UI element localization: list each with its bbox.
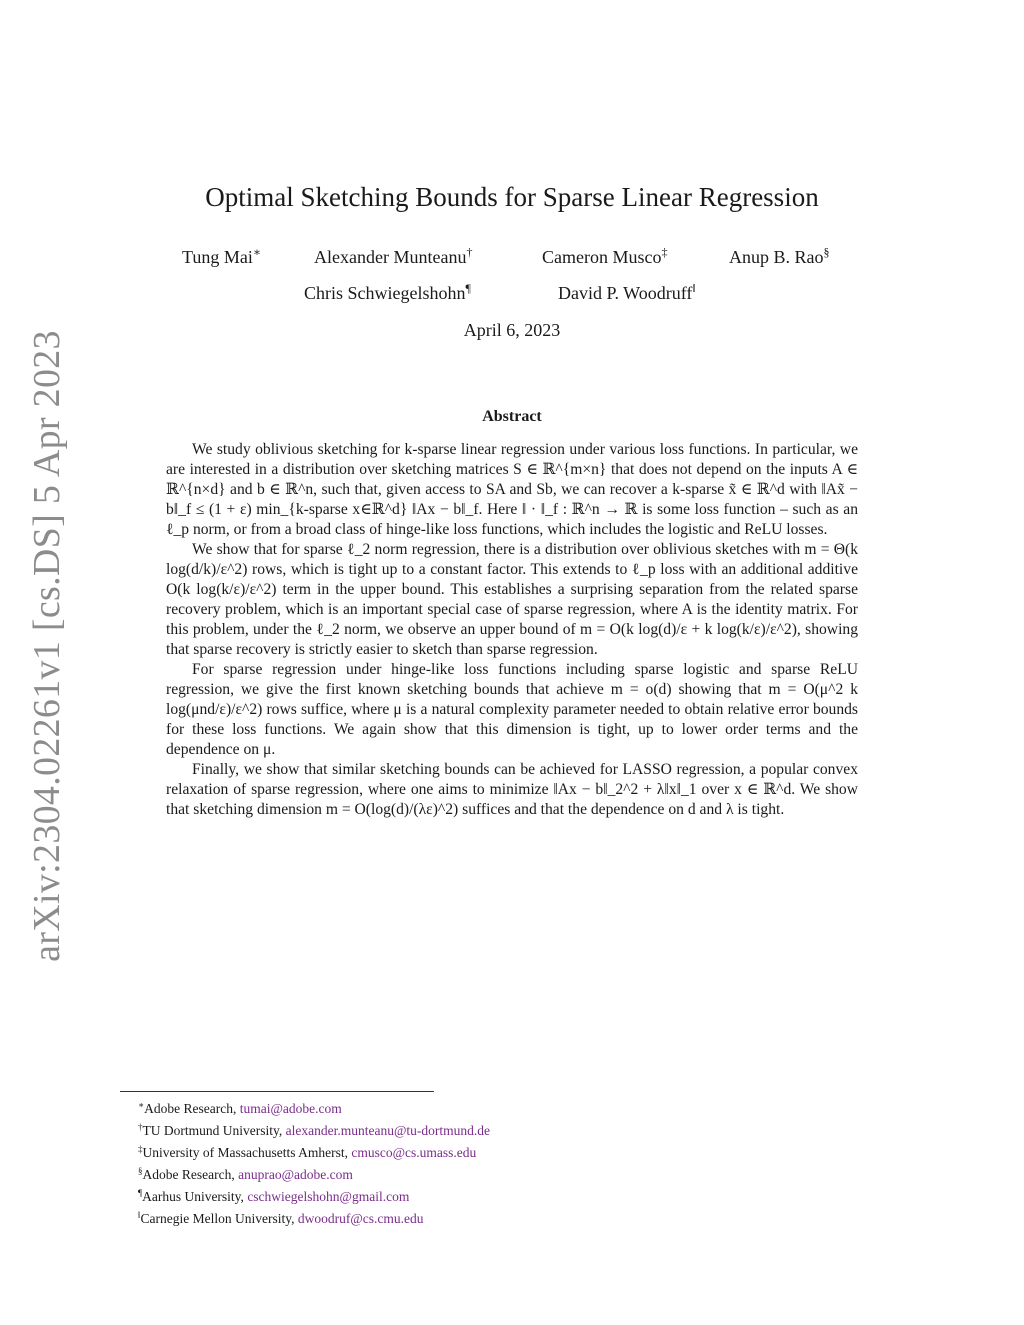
footnote-affiliation: TU Dortmund University, bbox=[142, 1123, 286, 1138]
footnote-mark: ‖ bbox=[138, 1210, 141, 1220]
author-4 bbox=[729, 245, 830, 268]
abstract-body bbox=[166, 440, 858, 820]
paper-title: Optimal Sketching Bounds for Sparse Linear Regression bbox=[205, 182, 819, 212]
author-5 bbox=[304, 281, 471, 304]
footnote-2 bbox=[138, 1118, 738, 1140]
author-mark: § bbox=[823, 245, 830, 259]
footnote-mark: ∗ bbox=[138, 1100, 145, 1110]
footnote-mark: § bbox=[138, 1166, 143, 1176]
abstract-paragraph: For sparse regression under hinge-like loss functions including sparse logistic and sparse ReLU regression, we give the first known sketching bounds that achieve m = o(d) showing that m = O(μ^2 k log(μnd/ε)/ε^2) rows suffice, where μ is a natural complexity parameter needed to obtain relative error bounds for these loss functions. We again show that this dimension is tight, up to lower order terms and the dependence on μ. bbox=[166, 661, 858, 758]
footnote-affiliation: Adobe Research, bbox=[142, 1167, 239, 1182]
footnote-4 bbox=[138, 1162, 738, 1184]
arxiv-identifier-stamp bbox=[12, 330, 82, 962]
author-mark: ∗ bbox=[252, 245, 262, 259]
footnote-affiliation: Carnegie Mellon University, bbox=[140, 1211, 298, 1226]
email-link[interactable]: alexander.munteanu@tu-dortmund.de bbox=[285, 1123, 490, 1138]
footnote-1 bbox=[138, 1096, 738, 1118]
footnote-divider bbox=[120, 1091, 434, 1092]
author-3 bbox=[542, 245, 667, 268]
author-mark: ‡ bbox=[661, 245, 668, 259]
footnote-affiliation: Aarhus University, bbox=[142, 1189, 248, 1204]
footnote-5 bbox=[138, 1184, 738, 1206]
abstract-paragraph: Finally, we show that similar sketching bounds can be achieved for LASSO regression, a popular convex relaxation of sparse regression, where one aims to minimize ‖Ax − b‖_2^2 + λ‖x‖_1 over x ∈ ℝ^d. We show that sketching dimension m = O(log(d)/(λε)^2) suffices and that the dependence on d and λ is tight. bbox=[166, 761, 858, 818]
author-6 bbox=[558, 281, 696, 304]
footnote-3 bbox=[138, 1140, 738, 1162]
author-name: Cameron Musco bbox=[542, 247, 662, 267]
email-link[interactable]: dwoodruf@cs.cmu.edu bbox=[297, 1211, 424, 1226]
author-name: Anup B. Rao bbox=[729, 247, 824, 267]
publication-date: April 6, 2023 bbox=[463, 320, 561, 340]
abstract-heading: Abstract bbox=[482, 408, 542, 425]
author-name: David P. Woodruff bbox=[558, 283, 693, 303]
footnotes bbox=[138, 1096, 738, 1228]
email-link[interactable]: tumai@adobe.com bbox=[239, 1101, 342, 1116]
author-mark: ¶ bbox=[465, 281, 471, 295]
footnote-mark: ‡ bbox=[138, 1144, 143, 1154]
author-name: Alexander Munteanu bbox=[314, 247, 467, 267]
author-1 bbox=[182, 245, 261, 268]
arxiv-identifier-text: arXiv:2304.02261v1 [cs.DS] 5 Apr 2023 bbox=[26, 330, 68, 962]
author-name: Tung Mai bbox=[182, 247, 253, 267]
abstract-paragraph: We study oblivious sketching for k-sparse linear regression under various loss functions. In particular, we are interested in a distribution over sketching matrices S ∈ ℝ^{m×n} that does not depend on the inputs A ∈ ℝ^{n×d} and b ∈ ℝ^n, such that, given access to SA and Sb, we can recover a k-sparse x̃ ∈ ℝ^d with ‖Ax̃ − b‖_f ≤ (1 + ε) min_{k-sparse x∈ℝ^d} ‖Ax − b‖_f. Here ‖ · ‖_f : ℝ^n → ℝ is some loss function – such as an ℓ_p norm, or from a broad class of hinge-like loss functions, which includes the logistic and ReLU losses. bbox=[166, 441, 858, 538]
email-link[interactable]: cschwiegelshohn@gmail.com bbox=[247, 1189, 410, 1204]
email-link[interactable]: anuprao@adobe.com bbox=[238, 1167, 353, 1182]
abstract-paragraph: We show that for sparse ℓ_2 norm regression, there is a distribution over oblivious sketches with m = Θ(k log(d/k)/ε^2) rows, which is tight up to a constant factor. This extends to ℓ_p loss with an additional additive O(k log(k/ε)/ε^2) term in the upper bound. This establishes a surprising separation from the related sparse recovery problem, which is an important special case of sparse regression, where A is the identity matrix. For this problem, under the ℓ_2 norm, we observe an upper bound of m = O(k log(d)/ε + k log(k/ε)/ε^2), showing that sparse recovery is strictly easier to sketch than sparse regression. bbox=[166, 541, 858, 658]
author-mark: ‖ bbox=[692, 281, 696, 295]
author-name: Chris Schwiegelshohn bbox=[304, 283, 466, 303]
footnote-mark: † bbox=[138, 1122, 143, 1132]
email-link[interactable]: cmusco@cs.umass.edu bbox=[351, 1145, 477, 1160]
author-2 bbox=[314, 245, 472, 268]
footnote-mark: ¶ bbox=[138, 1188, 143, 1198]
footnote-affiliation: Adobe Research, bbox=[144, 1101, 240, 1116]
footnote-6 bbox=[138, 1206, 738, 1228]
footnote-affiliation: University of Massachusetts Amherst, bbox=[142, 1145, 352, 1160]
author-mark: † bbox=[466, 245, 473, 259]
